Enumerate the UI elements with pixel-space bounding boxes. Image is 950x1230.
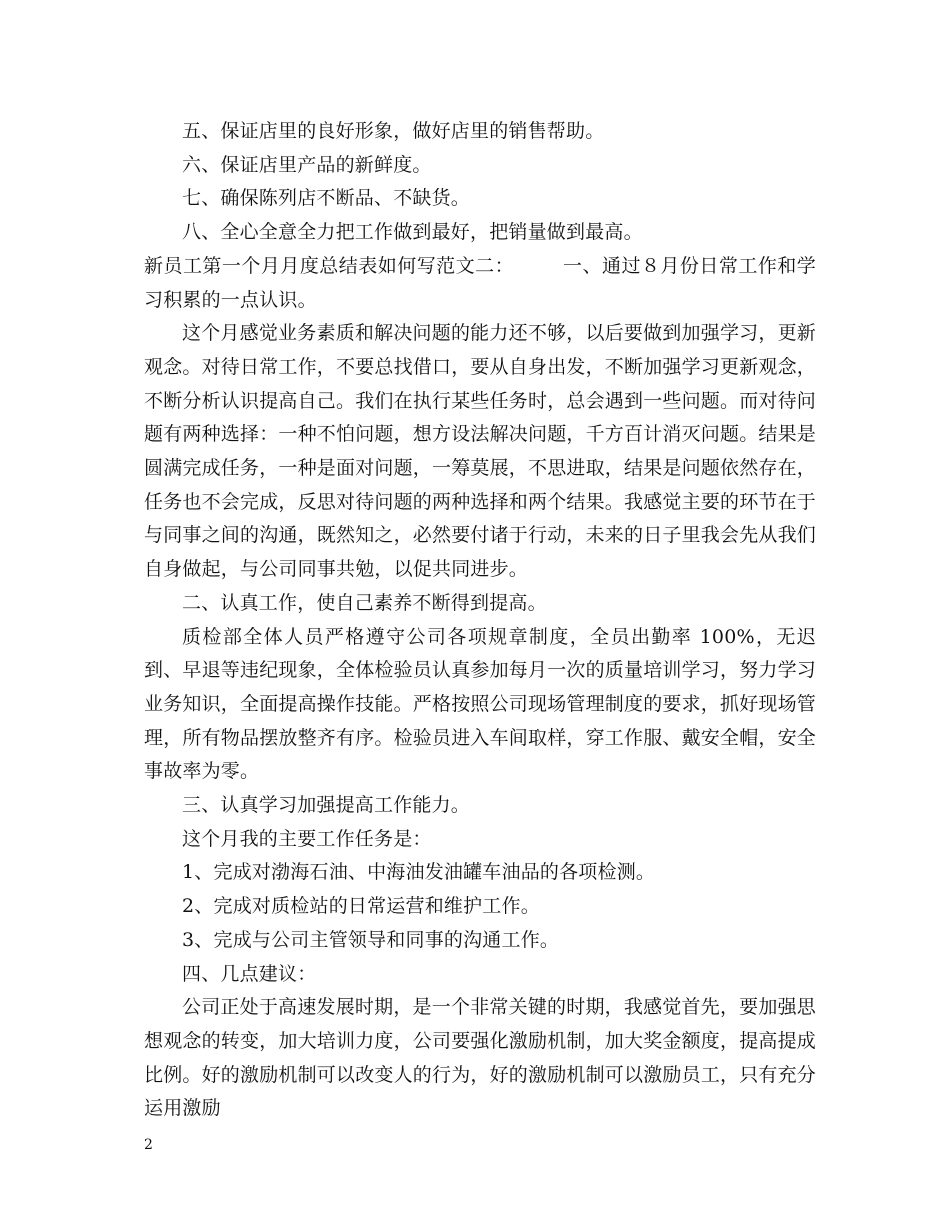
page-number: 2 <box>144 1137 153 1153</box>
section-heading-two: 二、认真工作，使自己素养不断得到提高。 <box>182 591 547 614</box>
paragraph-suggestions: 公司正处于高速发展时期，是一个非常关键的时期，我感觉首先，要加强思想观念的转变，加大培训力度，公司要强化激励机制，加大奖金额度，提高提成比例。好的激励机制可以改变人的行为，好的激励机制可以激励员工，只有充分运用激励 <box>144 996 817 1120</box>
section-heading-three: 三、认真学习加强提高工作能力。 <box>182 794 471 817</box>
tasks-intro: 这个月我的主要工作任务是： <box>182 827 432 850</box>
paragraph-reflection: 这个月感觉业务素质和解决问题的能力还不够，以后要做到加强学习，更新观念。对待日常工作，不要总找借口，要从自身出发，不断加强学习更新观念，不断分析认识提高自己。我们在执行某些任务时，总会遇到一些问题。而对待问题有两种选择：一种不怕问题，想方设法解决问题，千方百计消灭问题。结果是圆满完成任务，一种是面对问题，一筹莫展，不思进取，结果是问题依然存在，任务也不会完成，反思对待问题的两种选择和两个结果。我感觉主要的环节在于与同事之间的沟通，既然知之，必然要付诸于行动，未来的日子里我会先从我们自身做起，与公司同事共勉，以促共同进步。 <box>144 322 817 581</box>
task-item-3: 3、完成与公司主管领导和同事的沟通工作。 <box>182 928 560 951</box>
paragraph-quality-dept: 质检部全体人员严格遵守公司各项规章制度，全员出勤率 100%，无迟到、早退等违纪现象，全体检验员认真参加每月一次的质量培训学习，努力学习业务知识，全面提高操作技能。严格按照公司现场管理制度的要求，抓好现场管理，所有物品摆放整齐有序。检验员进入车间取样，穿工作服、戴安全帽，安全事故率为零。 <box>144 625 817 783</box>
paragraph-item-8: 八、全心全意全力把工作做到最好，把销量做到最高。 <box>182 221 643 244</box>
document-body <box>144 115 816 1126</box>
task-item-2: 2、完成对质检站的日常运营和维护工作。 <box>182 895 540 918</box>
sample-two-heading: 新员工第一个月月度总结表如何写范文二： 一、通过８月份日常工作和学习积累的一点认识。 <box>144 254 816 311</box>
paragraph-item-6: 六、保证店里产品的新鲜度。 <box>182 153 432 176</box>
paragraph-item-5: 五、保证店里的良好形象，做好店里的销售帮助。 <box>182 120 605 142</box>
task-item-1: 1、完成对渤海石油、中海油发油罐车油品的各项检测。 <box>182 861 656 884</box>
paragraph-item-7: 七、确保陈列店不断品、不缺货。 <box>182 187 471 210</box>
section-heading-four: 四、几点建议： <box>182 962 317 985</box>
